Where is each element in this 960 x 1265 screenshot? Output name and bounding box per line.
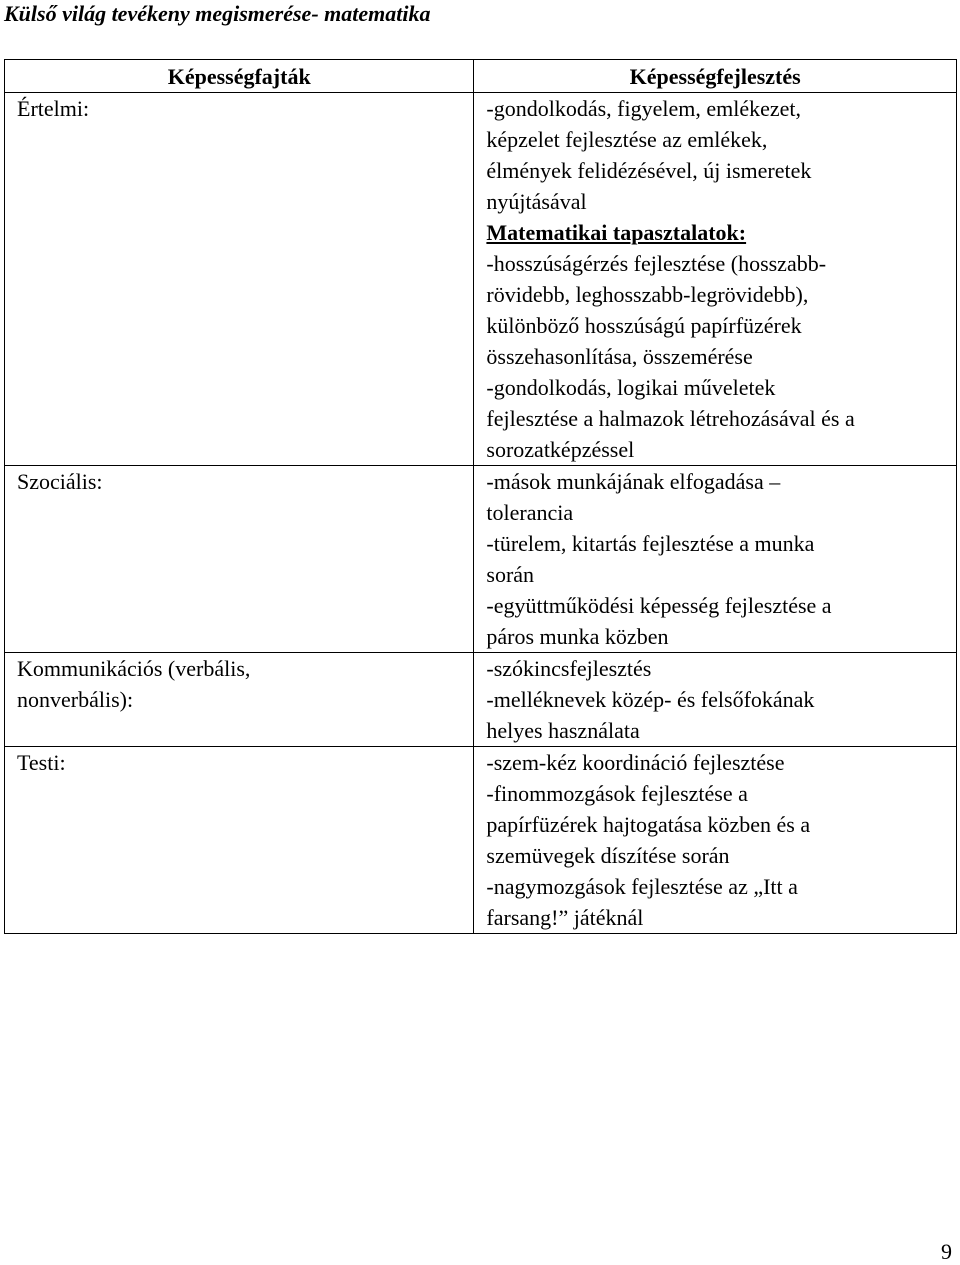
content-line: -gondolkodás, figyelem, emlékezet, — [486, 96, 802, 121]
skills-table — [4, 59, 957, 934]
table-row-testi — [5, 747, 957, 934]
document-title: Külső világ tevékeny megismerése- matematika — [4, 1, 431, 26]
table-row-kommunikacios — [5, 653, 957, 747]
content-line: fejlesztése a halmazok létrehozásával és a — [486, 406, 855, 431]
content-line: farsang!” játéknál — [486, 905, 644, 930]
content-line: -finommozgások fejlesztése a — [486, 781, 748, 806]
content-line: -szókincsfejlesztés — [486, 656, 652, 681]
content-line: rövidebb, leghosszabb-legrövidebb), — [486, 282, 809, 307]
row-label: Kommunikációs (verbális, — [17, 656, 251, 681]
content-line: során — [486, 562, 535, 587]
content-line: -szem-kéz koordináció fejlesztése — [486, 750, 785, 775]
table-header-row — [5, 60, 957, 93]
content-line: összehasonlítása, összemérése — [486, 344, 753, 369]
content-line: -együttműködési képesség fejlesztése a — [486, 593, 832, 618]
content-line: -türelem, kitartás fejlesztése a munka — [486, 531, 815, 556]
row-label-cell — [5, 653, 474, 747]
row-label-cell — [5, 747, 474, 934]
subheading-text: Matematikai tapasztalatok: — [486, 220, 747, 245]
row-label-cell — [5, 93, 474, 466]
table-row-szocialis — [5, 466, 957, 653]
page-number: 9 — [941, 1239, 952, 1264]
header-skill-types: Képességfajták — [5, 60, 474, 93]
content-line: -hosszúságérzés fejlesztése (hosszabb- — [486, 251, 827, 276]
content-line: helyes használata — [486, 718, 640, 743]
content-line: -melléknevek közép- és felsőfokának — [486, 687, 815, 712]
row-label: Értelmi: — [17, 96, 90, 121]
row-label: Testi: — [17, 750, 66, 775]
row-label: nonverbális): — [17, 687, 134, 712]
content-line: sorozatképzéssel — [486, 437, 635, 462]
content-line: -gondolkodás, logikai műveletek — [486, 375, 776, 400]
row-content-cell — [474, 747, 957, 934]
content-line: -nagymozgások fejlesztése az „Itt a — [486, 874, 798, 899]
content-line: élmények felidézésével, új ismeretek — [486, 158, 812, 183]
row-content-cell — [474, 93, 957, 466]
row-label-cell — [5, 466, 474, 653]
content-line: nyújtásával — [486, 189, 587, 214]
row-content-cell — [474, 653, 957, 747]
header-skill-development: Képességfejlesztés — [474, 60, 957, 93]
content-line: páros munka közben — [486, 624, 669, 649]
content-line: képzelet fejlesztése az emlékek, — [486, 127, 768, 152]
subheading-math-experiences — [486, 217, 956, 248]
row-content-cell — [474, 466, 957, 653]
table-row-ertelmi — [5, 93, 957, 466]
content-line: papírfüzérek hajtogatása közben és a — [486, 812, 811, 837]
content-line: tolerancia — [486, 500, 574, 525]
content-line: különböző hosszúságú papírfüzérek — [486, 313, 802, 338]
content-line: szemüvegek díszítése során — [486, 843, 730, 868]
content-line: -mások munkájának elfogadása – — [486, 469, 781, 494]
row-label: Szociális: — [17, 469, 103, 494]
